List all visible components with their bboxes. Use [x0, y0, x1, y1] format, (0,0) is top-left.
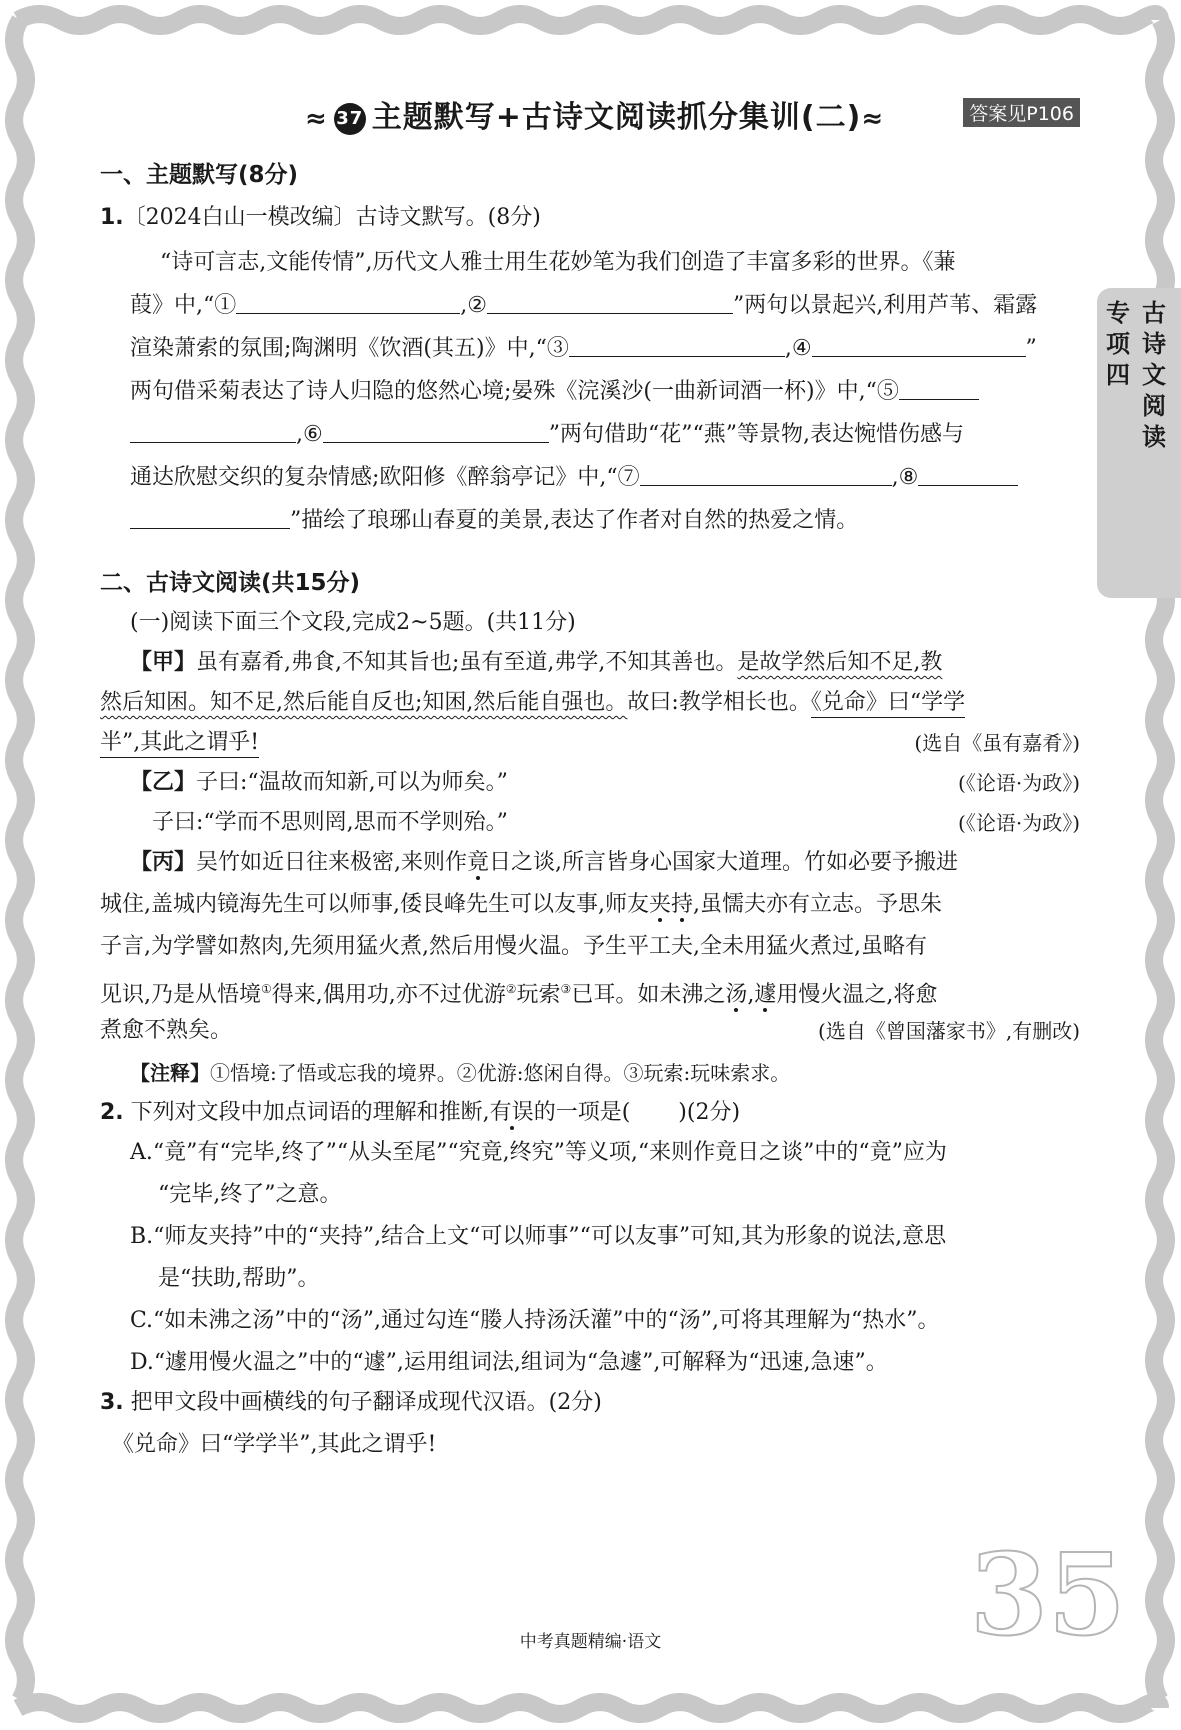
jia-line1	[130, 648, 942, 678]
q1-segment: ,④	[784, 336, 812, 361]
q2-option-d: D.“遽用慢火温之”中的“遽”,运用组词法,组词为“急遽”,可解释为“迅速,急速”。	[130, 1350, 888, 1375]
q2-option-a-line1: A.“竟”有“完毕,终了”“从头至尾”“究竟,终究”等义项,“来则作竟日之谈”中的“竟”应为	[130, 1140, 947, 1165]
q1-stem	[100, 203, 541, 233]
jia-wavy-text: 是故学然后知不足,教	[737, 650, 943, 675]
q2-option-a-line2: “完毕,终了”之意。	[158, 1182, 342, 1207]
q1-segment: ”两句借助“花”“燕”等景物,表达惋惜伤感与	[548, 422, 964, 447]
page-header	[100, 92, 1080, 142]
side-tab-col1: 专 项 四	[1106, 299, 1130, 389]
unit-number-badge: 37	[334, 103, 366, 135]
q3-text: 把甲文段中画横线的句子翻译成现代汉语。(2分)	[130, 1390, 602, 1415]
wave-decoration-icon: ≈	[861, 104, 885, 134]
dotted-word: 有误	[489, 1100, 534, 1125]
q1-number: 1.	[100, 205, 124, 230]
side-tab-col2: 古 诗 文 阅 读	[1142, 299, 1166, 451]
q1-text: 古诗文默写。(8分)	[355, 205, 541, 230]
wave-decoration-icon: ≈	[305, 104, 328, 134]
side-tab	[1097, 288, 1181, 598]
q3-sentence: 《兑命》曰“学学半”,其此之谓乎!	[112, 1432, 437, 1457]
q2-stem	[100, 1098, 740, 1128]
section2-heading: 二、古诗文阅读(共15分)	[100, 570, 361, 596]
jia-line2	[100, 688, 965, 718]
bing-text: 用慢火温之,将愈	[776, 982, 938, 1008]
q2-text: 下列对文段中加点词语的理解和推断,	[130, 1100, 490, 1125]
dotted-word: 竟	[467, 850, 490, 875]
bing-source: (选自《曾国藩家书》,有删改)	[818, 1019, 1080, 1043]
q1-line6	[130, 463, 1018, 493]
q1-segment: ”描绘了琅琊山春夏的美景,表达了作者对自然的热爱之情。	[290, 508, 859, 533]
q2-option-b-line1: B.“师友夹持”中的“夹持”,结合上文“可以师事”“可以友事”可知,其为形象的说法,意思	[130, 1224, 947, 1249]
bing-text: 城住,盖城内镜海先生可以师事,倭艮峰先生可以友事,师友	[100, 892, 649, 917]
answer-blank-5-cont[interactable]	[130, 420, 296, 443]
jia-source: (选自《虽有嘉肴》)	[914, 731, 1080, 755]
q2-option-b-line2: 是“扶助,帮助”。	[158, 1266, 320, 1291]
jia-text: 虽有嘉肴,弗食,不知其旨也;虽有至道,弗学,不知其善也。	[196, 650, 738, 675]
q1-segment: ”	[1025, 336, 1037, 361]
jia-label: 【甲】	[130, 650, 197, 675]
q1-line1: “诗可言志,文能传情”,历代文人雅士用生花妙笔为我们创造了丰富多彩的世界。《蒹	[160, 250, 956, 275]
bing-text: 日之谈,所言皆身心国家大道理。竹如必要予搬进	[489, 850, 959, 875]
q2-option-c: C.“如未沸之汤”中的“汤”,通过勾连“媵人持汤沃灌”中的“汤”,可将其理解为“热水”。	[130, 1308, 940, 1333]
jia-line3	[100, 728, 259, 758]
q1-segment: 通达欣慰交织的复杂情感;欧阳修《醉翁亭记》中,“⑦	[130, 465, 640, 490]
yi-line1	[130, 768, 508, 798]
q1-segment: ”两句以景起兴,利用芦苇、霜露	[732, 293, 1038, 318]
bing-text: 吴竹如近日往来极密,来则作	[196, 850, 468, 875]
dotted-word: 持	[671, 892, 694, 917]
title-text: 主题默写+古诗文阅读抓分集训(二)	[371, 100, 862, 135]
section2-subheading: (一)阅读下面三个文段,完成2~5题。(共11分)	[130, 610, 576, 635]
bing-line4	[100, 974, 937, 1010]
note-ref: ②	[505, 982, 517, 996]
bing-line3: 子言,为学譬如熬肉,先须用猛火煮,然后用慢火温。予生平工夫,全未用猛火煮过,虽略有	[100, 934, 927, 959]
answer-blank-3[interactable]	[569, 334, 785, 357]
answer-blank-5[interactable]	[899, 377, 979, 400]
q1-segment: 两句借采菊表达了诗人归隐的悠然心境;晏殊《浣溪沙(一曲新词酒一杯)》中,“⑤	[130, 379, 899, 404]
bing-text: ,	[747, 982, 755, 1008]
q1-line4	[130, 377, 979, 407]
jia-underlined-text: 《兑命》曰“学学	[811, 690, 965, 718]
q3-number: 3.	[100, 1390, 124, 1415]
q2-text: 的一项是(	[533, 1100, 631, 1125]
q1-segment: 葭》中,“①	[130, 293, 237, 318]
q1-segment: ,⑧	[891, 465, 919, 490]
jia-text: 故曰:教学相长也。	[627, 690, 811, 715]
q3-stem	[100, 1388, 602, 1418]
q1-tag: 〔2024白山一模改编〕	[123, 205, 356, 230]
jia-underlined-text: 半”,其此之谓乎!	[100, 730, 259, 758]
q1-line5	[130, 420, 964, 450]
yi-label: 【乙】	[130, 770, 197, 795]
dotted-word: 汤	[725, 982, 748, 1008]
section1-heading: 一、主题默写(8分)	[100, 162, 299, 188]
bing-text: 得来,偶用功,亦不过优游	[271, 982, 506, 1008]
dotted-word: 夹	[648, 892, 671, 917]
answer-blank-4[interactable]	[812, 334, 1026, 357]
bing-text: 已耳。如未沸之	[571, 982, 726, 1008]
q1-segment: 渲染萧索的氛围;陶渊明《饮酒(其五)》中,“③	[130, 336, 569, 361]
bing-line5: 煮愈不熟矣。	[100, 1018, 233, 1043]
q1-segment: ,②	[460, 293, 487, 318]
notes	[130, 1058, 790, 1088]
page-number: 35	[970, 1530, 1126, 1661]
notes-label: 【注释】	[130, 1061, 210, 1085]
yi-line2: 子曰:“学而不思则罔,思而不学则殆。”	[152, 810, 508, 835]
jia-wavy-text: 然后知困。知不足,然后能自反也;知困,然后能自强也。	[100, 690, 628, 715]
bing-line1	[130, 848, 958, 878]
q1-line7	[130, 506, 858, 536]
footer: 中考真题精编·语文	[519, 1632, 662, 1652]
answer-blank-7[interactable]	[640, 463, 892, 486]
q2-text: )(2分)	[678, 1100, 741, 1125]
q1-segment: ,⑥	[296, 422, 323, 447]
q1-line2	[130, 291, 1037, 321]
answer-reference-badge: 答案见P106	[963, 98, 1080, 127]
bing-text: 玩索	[516, 982, 561, 1008]
notes-text: ①悟境:了悟或忘我的境界。②优游:悠闲自得。③玩索:玩味索求。	[210, 1061, 791, 1085]
note-ref: ①	[261, 982, 272, 996]
dotted-word: 遽	[754, 982, 777, 1008]
bing-label: 【丙】	[130, 850, 197, 875]
page-title	[305, 92, 884, 136]
note-ref: ③	[560, 982, 572, 996]
bing-text: ,虽懦夫亦有立志。予思朱	[693, 892, 943, 917]
bing-text: 见识,乃是从悟境	[100, 982, 261, 1008]
answer-blank-8-cont[interactable]	[130, 506, 290, 529]
q1-line3	[130, 334, 1037, 364]
yi-text: 子曰:“温故而知新,可以为师矣。”	[196, 770, 508, 795]
bing-line2	[100, 890, 942, 920]
yi-source-2: (《论语·为政》)	[958, 811, 1080, 835]
answer-blank-2[interactable]	[487, 291, 733, 314]
yi-source-1: (《论语·为政》)	[958, 771, 1080, 795]
answer-blank-6[interactable]	[323, 420, 549, 443]
answer-blank-1[interactable]	[236, 291, 460, 314]
q2-number: 2.	[100, 1100, 124, 1125]
answer-blank-8[interactable]	[918, 463, 1018, 486]
